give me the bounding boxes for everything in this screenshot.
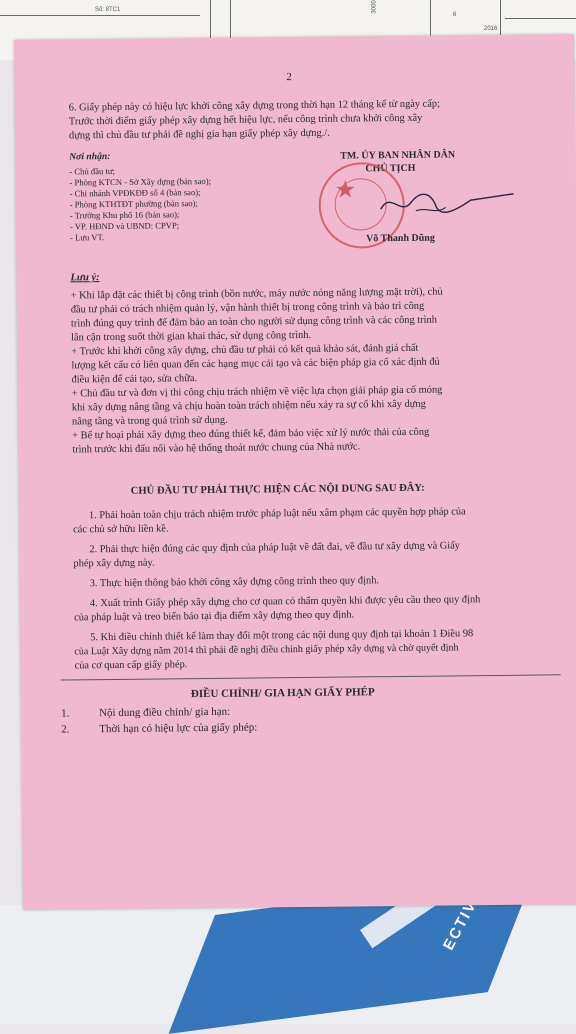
divider xyxy=(61,674,561,680)
adjustment-validity-label: Thời hạn có hiệu lực của giấy phép: xyxy=(99,721,258,736)
adjustment-num: 1. xyxy=(60,707,70,720)
recipient-item: - Lưu VT. xyxy=(70,232,105,243)
recipients-title: Nơi nhận: xyxy=(69,150,111,163)
note-line: khi xây dựng nâng tầng và chịu hoàn toàn trách nhiệm nếu xảy ra sự cố khi xây dựng xyxy=(71,398,426,414)
note-line: + Chủ đầu tư và đơn vị thi công chịu trách nhiệm về việc lựa chọn giải pháp gia cố móng xyxy=(71,384,443,400)
obligation-line: của Luật Xây dựng năm 2014 thì phải đề nghị điều chỉnh giấy phép xây dựng và chờ quyết định xyxy=(74,642,459,658)
permit-page xyxy=(14,34,576,910)
obligation-line: 2. Phải thực hiện đúng các quy định của pháp luật về đất đai, về đầu tư xây dựng và Giấy xyxy=(89,540,461,556)
adjustment-title: ĐIỀU CHỈNH/ GIA HẠN GIẤY PHÉP xyxy=(190,686,375,701)
recipient-item: - Phòng KTCN - Sở Xây dựng (bản sao); xyxy=(69,175,211,188)
signer-name: Võ Thanh Dũng xyxy=(366,232,435,245)
note-line: đầu tư phải có trách nhiệm quản lý, vận hành thiết bị trong công trình và bảo trì công xyxy=(70,300,425,316)
page-number: 2 xyxy=(286,71,292,84)
recipient-item: - Chủ đầu tư; xyxy=(69,165,115,177)
note-line: + Bể tự hoại phải xây dựng theo đúng thiết kế, đảm bảo việc xử lý nước thải của công xyxy=(72,426,430,442)
obligation-line: 5. Khi điều chỉnh thiết kế làm thay đổi một trong các nội dung quy định tại khoản 1 Điều 98 xyxy=(90,628,474,644)
item6-line2: Trước thời điểm giấy phép xây dựng hết hiệu lực, nếu công trình chưa khởi công xây xyxy=(68,112,423,128)
note-line: lân cận trong suốt thời gian khai thác, sử dụng công trình. xyxy=(71,329,312,344)
signature xyxy=(375,180,515,221)
signer-role: CHỦ TỊCH xyxy=(365,162,416,175)
note-line: + Khi lắp đặt các thiết bị công trình (bồn nước, máy nước nóng năng lượng mặt trời), chủ xyxy=(70,286,443,302)
note-line: trình trước khi đấu nối vào hệ thống thoát nước chung của Nhà nước. xyxy=(72,441,361,456)
drawing-label: 2016 xyxy=(484,26,498,32)
drawing-line xyxy=(430,0,431,40)
obligation-line: 1. Phải hoàn toàn chịu trách nhiệm trước pháp luật nếu xâm phạm các quyền hợp pháp của xyxy=(88,506,466,522)
item6-line3: dựng thì chủ đầu tư phải đề nghị gia hạn giấy phép xây dựng./. xyxy=(68,127,330,142)
seal-star-icon: ★ xyxy=(334,177,357,204)
signer-org: TM. ỦY BAN NHÂN DÂN xyxy=(340,149,456,162)
recipient-item: - VP. HĐND và UBND: CPVP; xyxy=(69,220,180,232)
obligation-line: phép xây dựng này. xyxy=(73,557,155,570)
drawing-label: Số: 8TC1 xyxy=(95,7,121,13)
drawing-line xyxy=(505,18,576,19)
adjustment-num: 2. xyxy=(61,723,70,736)
notes-title: Lưu ý: xyxy=(70,272,100,284)
note-line: điều kiện để cải tạo, sửa chữa. xyxy=(71,373,198,386)
drawing-label: 3000 xyxy=(371,0,378,14)
obligation-line: 4. Xuất trình Giấy phép xây dựng cho cơ quan có thẩm quyền khi được yêu cầu theo quy định xyxy=(89,594,481,610)
adjustment-content-label: Nội dung điều chỉnh/ gia hạn: xyxy=(98,705,231,720)
obligation-line: 3. Thực hiện thông báo khởi công xây dựng công trình theo quy định. xyxy=(89,575,380,590)
drawing-line xyxy=(0,15,200,16)
drawing-label: 6 xyxy=(453,12,457,18)
obligation-line: của cơ quan cấp giấy phép. xyxy=(74,659,188,672)
note-line: + Trước khi khởi công xây dựng, chủ đầu tư phải có kết quả khảo sát, đánh giá chất xyxy=(71,342,419,358)
obligation-line: của pháp luật và treo biển báo tại địa điểm xây dựng theo quy định. xyxy=(73,609,355,624)
note-line: nâng tầng và trong quá trình sử dụng. xyxy=(71,414,228,428)
item6-line1: 6. Giấy phép này có hiệu lực khởi công xây dựng trong thời hạn 12 tháng kể từ ngày cấp; xyxy=(68,98,441,114)
recipient-item: - Trưởng Khu phố 16 (bản sao); xyxy=(69,209,180,221)
note-line: lượng kết cấu có liên quan đến các hạng mục cải tạo và các biện pháp gia cố xác định đủ xyxy=(71,356,440,372)
obligation-line: các chủ sở hữu liền kề. xyxy=(73,523,169,536)
note-line: trình đúng quy trình để đảm bảo an toàn cho người sử dụng công trình và các công trình xyxy=(70,314,437,330)
owner-obligations-title: CHỦ ĐẦU TƯ PHẢI THỰC HIỆN CÁC NỘI DUNG SAU ĐÂY: xyxy=(130,482,425,497)
recipient-item: - Chi nhánh VPĐKĐĐ số 4 (bản sao); xyxy=(69,187,201,199)
recipient-item: - Phòng KTHTĐT phường (bản sao); xyxy=(69,198,198,210)
